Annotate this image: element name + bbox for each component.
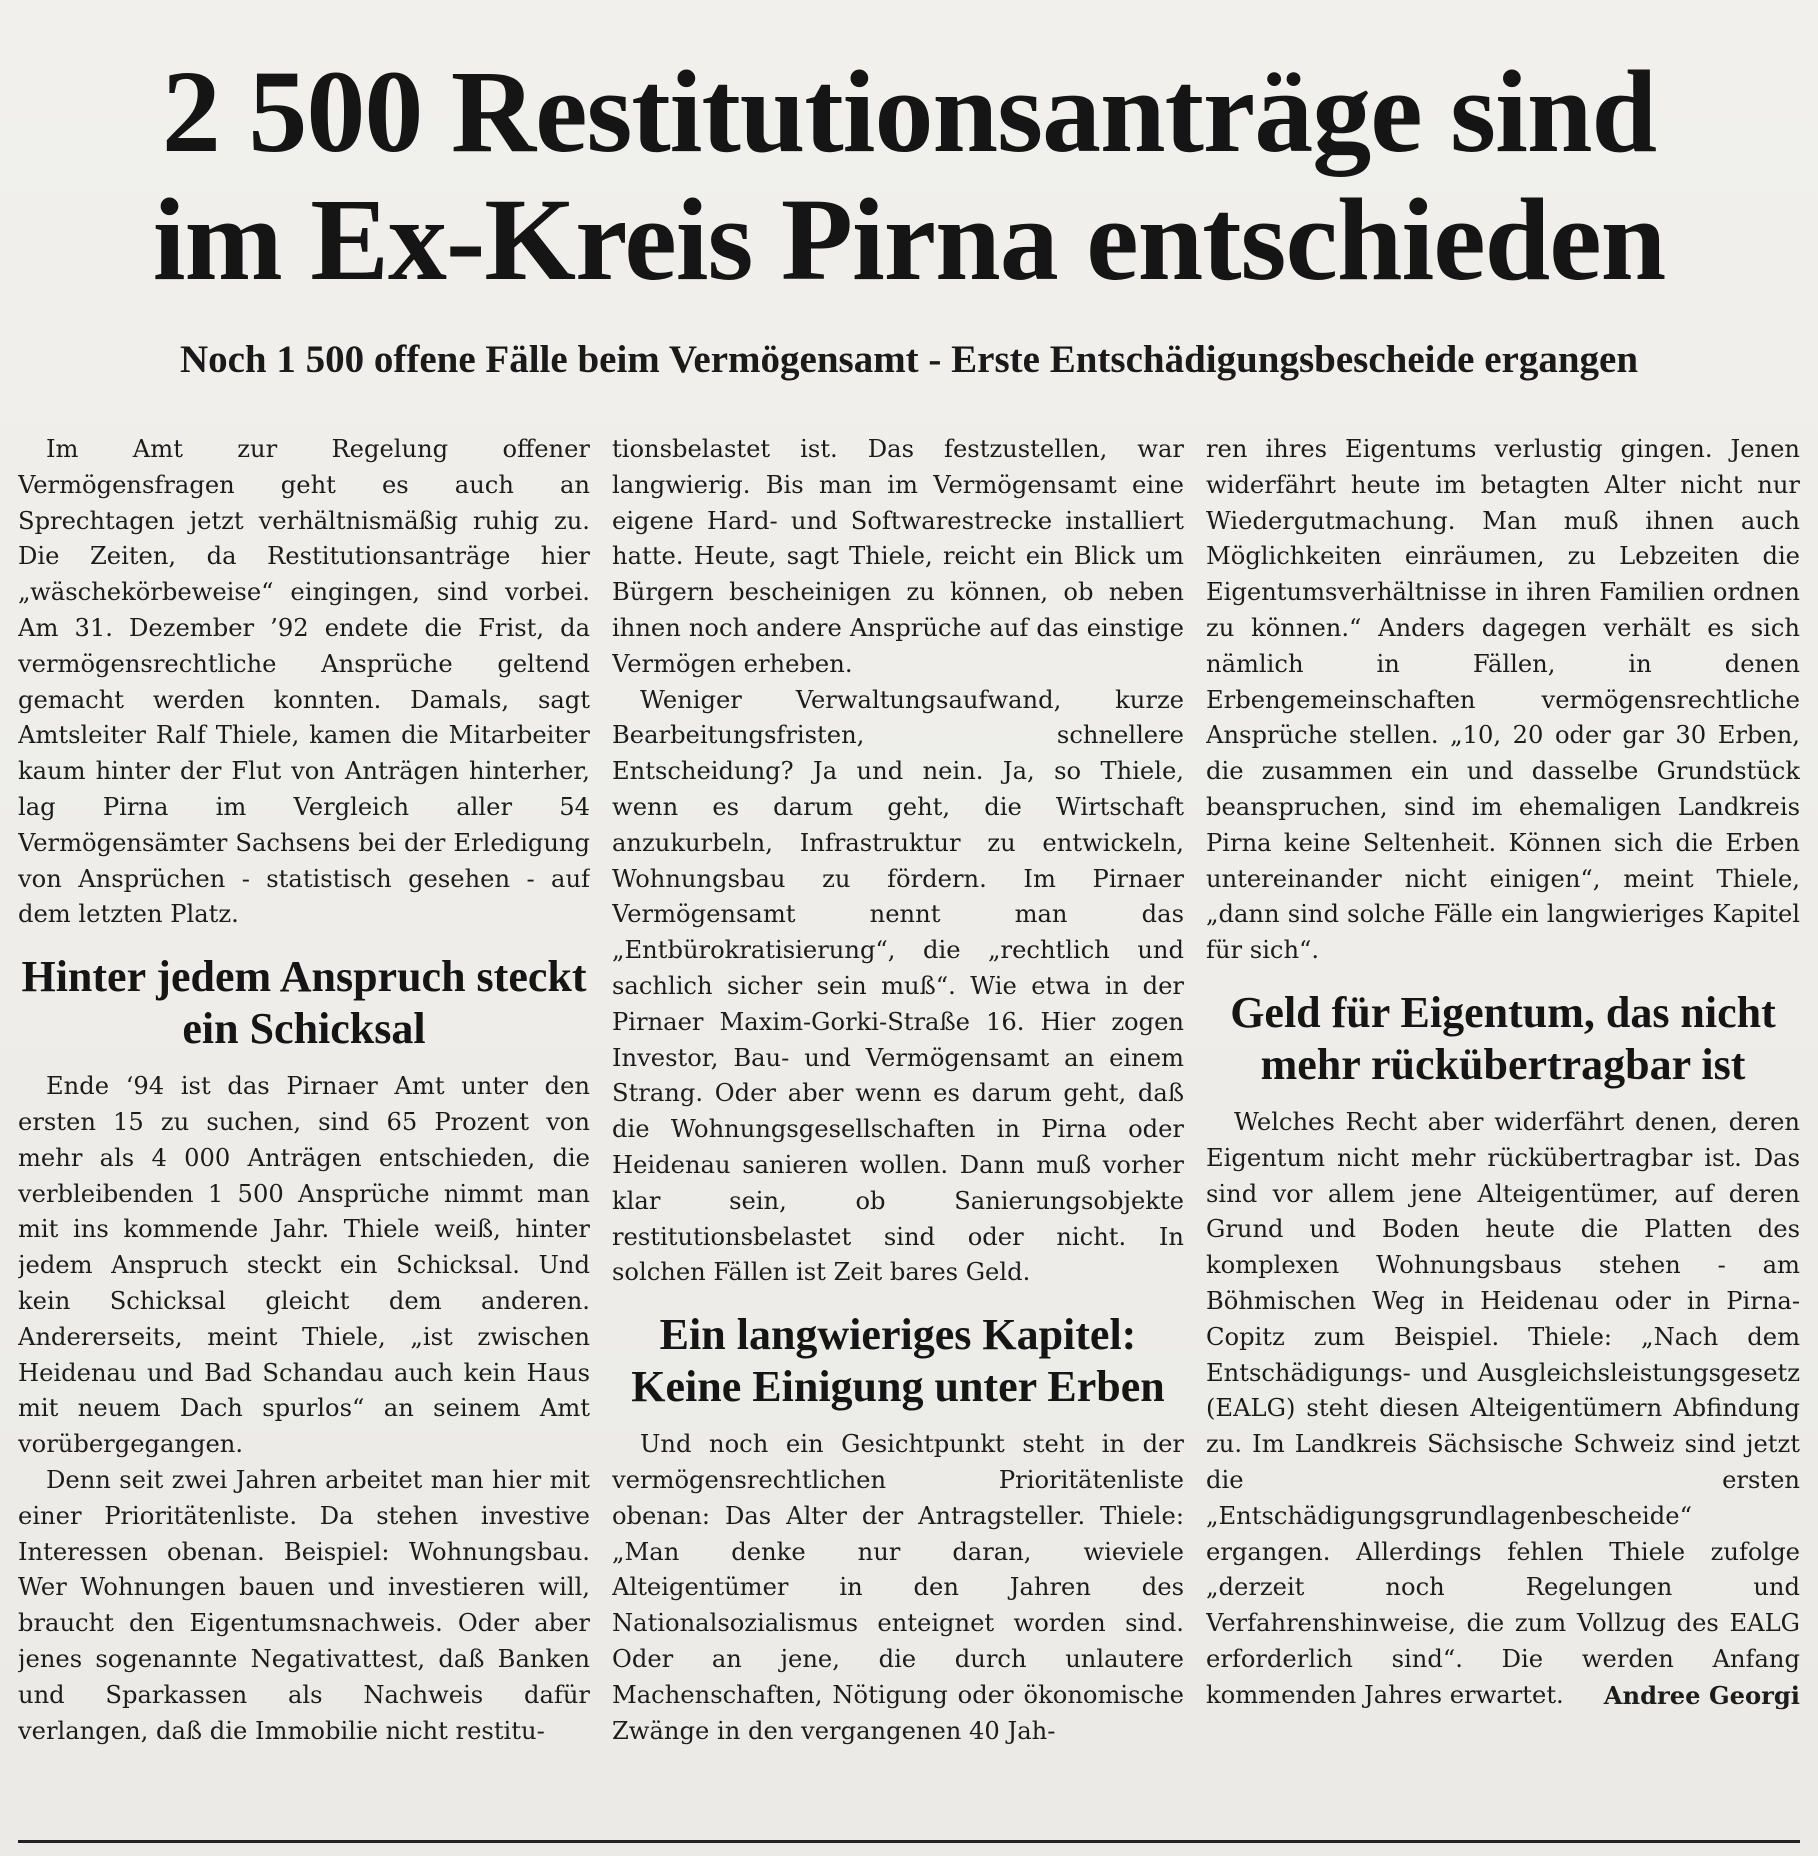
paragraph: Weniger Verwaltungsaufwand, kurze Bearbeitungsfristen, schnellere Entscheidung? Ja und nein. Ja, so Thiele, wenn es darum geht, die Wirtschaft anzukurbeln, Infrastruktur zu entwickeln, Wohnungsbau zu fördern. Im Pirnaer Vermögensamt nennt man das „Entbürokratisierung“, die „rechtlich und sachlich sicher sein muß“. Wie etwa in der Pirnaer Maxim-Gorki-Straße 16. Hier zogen Investor, Bau- und Vermögensamt an einem Strang. Oder aber wenn es darum geht, daß die Wohnungsgesellschaften in Pirna oder Heidenau sanieren wollen. Dann muß vorher klar sein, ob Sanierungsobjekte restitutionsbelastet sind oder nicht. In solchen Fällen ist Zeit bares Geld. bbox=[612, 685, 1184, 1287]
article-column-1 bbox=[18, 432, 590, 1807]
article-column-3 bbox=[1206, 432, 1800, 1807]
section-heading: Geld für Eigentum, das nicht mehr rückübertragbar ist bbox=[1230, 987, 1776, 1089]
paragraph: ren ihres Eigentums verlustig gingen. Jenen widerfährt heute im betagten Alter nicht nur Wiedergutmachung. Man muß ihnen auch Möglichkeiten einräumen, zu Lebzeiten die Eigentumsverhältnisse in ihren Familien ordnen zu können.“ Anders dagegen verhält es sich nämlich in Fällen, in denen Erbengemeinschaften vermögensrechtliche Ansprüche stellen. „10, 20 oder gar 30 Erben, die zusammen ein und dasselbe Grundstück beanspruchen, sind im ehemaligen Landkreis Pirna keine Seltenheit. Können sich die Erben untereinander nicht einigen“, meint Thiele, „dann sind solche Fälle ein langwieriges Kapitel für sich“. bbox=[1206, 435, 1800, 965]
paragraph: Und noch ein Gesichtpunkt steht in der vermögensrechtlichen Prioritätenliste obenan: Das Alter der Antragsteller. Thiele: „Man denke nur daran, wieviele Alteigentümer in den Jahren des Nationalsozialismus enteignet worden sind. Oder an jene, die durch unlautere Machenschaften, Nötigung oder ökonomische Zwänge in den vergangenen 40 Jah- bbox=[612, 1430, 1184, 1745]
paragraph: Im Amt zur Regelung offener Vermögensfragen geht es auch an Sprechtagen jetzt verhältnismäßig ruhig zu. Die Zeiten, da Restitutionsanträge hier „wäschekörbeweise“ eingingen, sind vorbei. Am 31. Dezember ’92 endete die Frist, da vermögensrechtliche Ansprüche geltend gemacht werden konnten. Damals, sagt Amtsleiter Ralf Thiele, kamen die Mitarbeiter kaum hinter der Flut von Anträgen hinterher, lag Pirna im Vergleich aller 54 Vermögensämter Sachsens bei der Erledigung von Ansprüchen - statistisch gesehen - auf dem letzten Platz. bbox=[18, 435, 590, 929]
author-byline: Andree Georgi bbox=[1603, 1680, 1800, 1710]
section-heading: Ein langwieriges Kapitel: Keine Einigung unter Erben bbox=[631, 1310, 1165, 1412]
paragraph: Welches Recht aber widerfährt denen, deren Eigentum nicht mehr rückübertragbar ist. Das sind vor allem jene Alteigentümer, auf deren Grund und Boden heute die Platten des komplexen Wohnungsbaus stehen - am Böhmischen Weg in Heidenau oder in Pirna-Copitz zum Beispiel. Thiele: „Nach dem Entschädigungs- und Ausgleichsleistungsgesetz (EALG) steht diesen Alteigentümern Abfindung zu. Im Landkreis Sächsische Schweiz sind jetzt die ersten „Entschädigungsgrundlagenbescheide“ ergangen. Allerdings fehlen Thiele zufolge „derzeit noch Regelungen und Verfahrenshinweise, die zum Vollzug des EALG erforderlich sind“. Die werden Anfang kommenden Jahres erwartet. bbox=[1206, 1107, 1800, 1709]
paragraph: Denn seit zwei Jahren arbeitet man hier mit einer Prioritätenliste. Da stehen investive Interessen obenan. Beispiel: Wohnungsbau. Wer Wohnungen bauen und investieren will, braucht den Eigentumsnachweis. Oder aber jenes sogenannte Negativattest, daß Banken und Sparkassen als Nachweis dafür verlangen, daß die Immobilie nicht restitu- bbox=[18, 1465, 590, 1745]
bottom-rule bbox=[18, 1840, 1800, 1843]
headline-line-2: im Ex-Kreis Pirna entschieden bbox=[152, 174, 1666, 305]
subheadline: Noch 1 500 offene Fälle beim Vermögensamt - Erste Entschädigungsbescheide ergangen bbox=[179, 338, 1639, 381]
paragraph: tionsbelastet ist. Das festzustellen, war langwierig. Bis man im Vermögensamt eine eigene Hard- und Softwarestrecke installiert hatte. Heute, sagt Thiele, reicht ein Blick um Bürgern bescheinigen zu können, ob neben ihnen noch andere Ansprüche auf das einstige Vermögen erheben. bbox=[612, 435, 1184, 678]
article-column-2 bbox=[612, 432, 1184, 1807]
section-heading: Hinter jedem Anspruch steckt ein Schicksal bbox=[21, 952, 587, 1054]
headline-line-1: 2 500 Restitutionsanträge sind bbox=[161, 46, 1657, 177]
paragraph: Ende ‘94 ist das Pirnaer Amt unter den ersten 15 zu suchen, sind 65 Prozent von mehr als 4 000 Anträgen entschieden, die verbleibenden 1 500 Ansprüche nimmt man mit ins kommende Jahr. Thiele weiß, hinter jedem Anspruch steckt ein Schicksal. Und kein Schicksal gleicht dem anderen. Andererseits, meint Thiele, „ist zwischen Heidenau und Bad Schandau auch kein Haus mit neuem Dach spurlos“ an seinem Amt vorübergegangen. bbox=[18, 1072, 590, 1459]
